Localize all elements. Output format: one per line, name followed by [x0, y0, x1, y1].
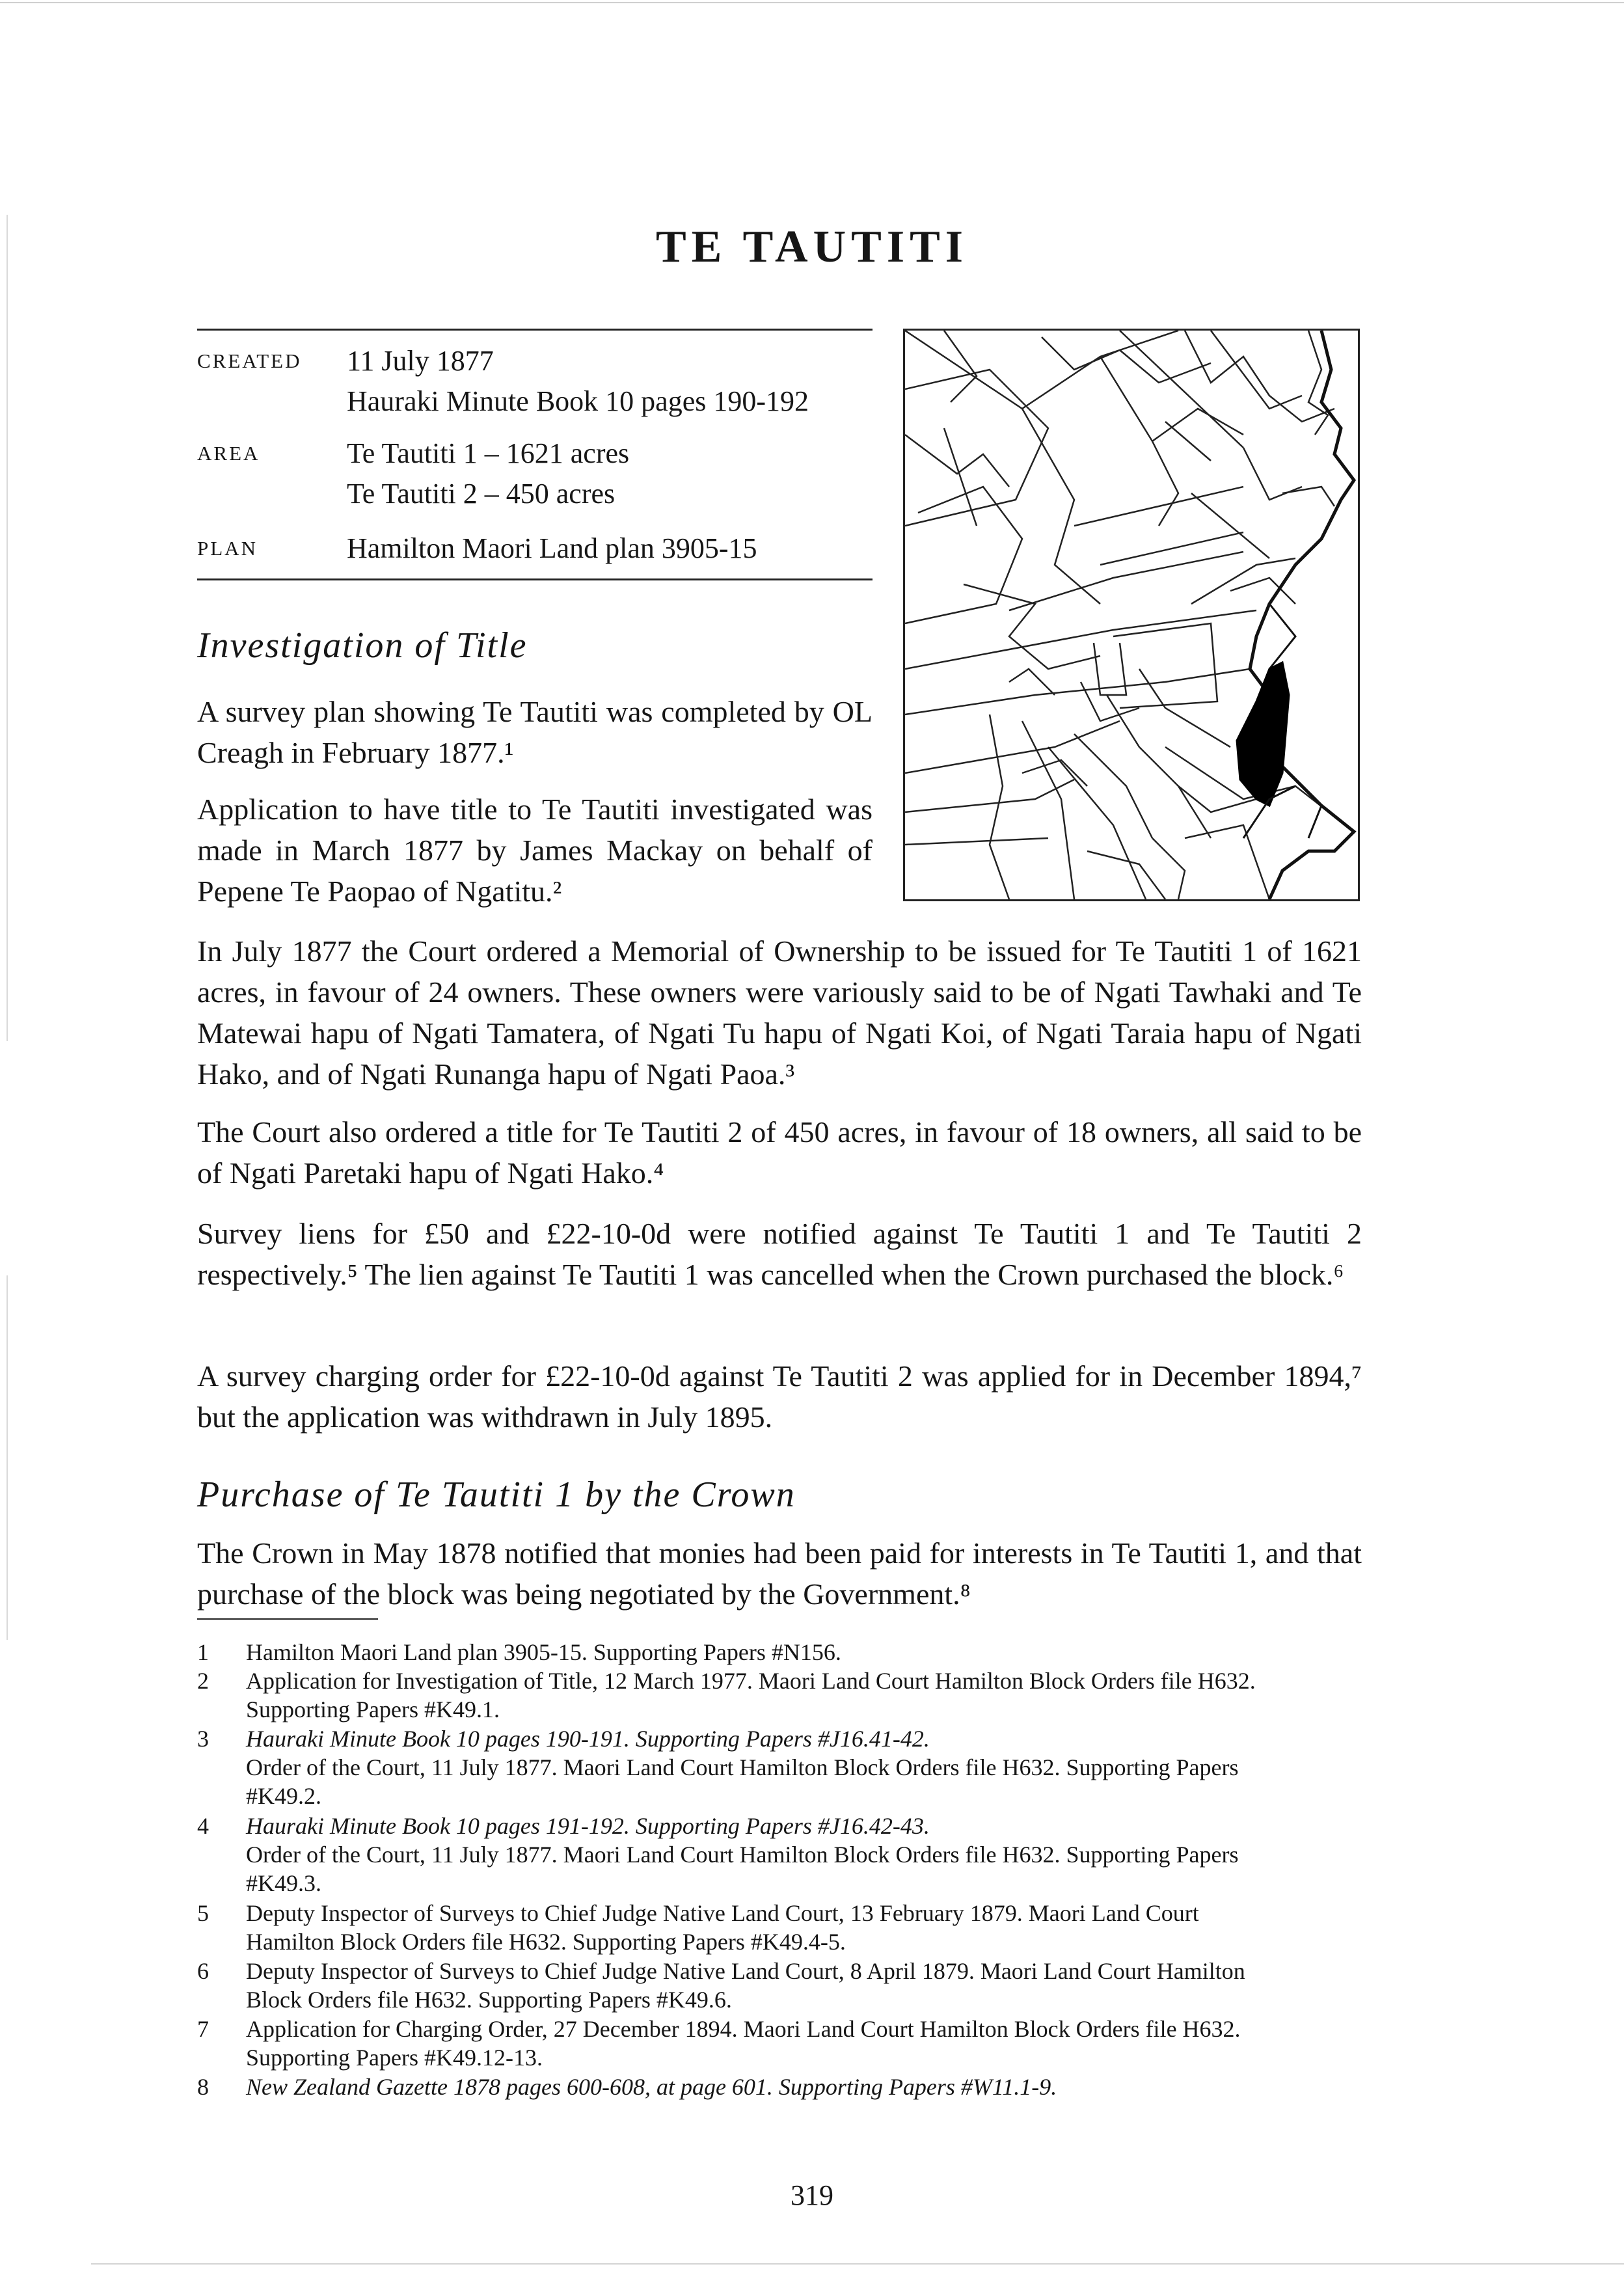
- body-paragraph: A survey plan showing Te Tautiti was completed by OL Creagh in February 1877.¹: [197, 695, 873, 769]
- section-heading: Investigation of Title: [197, 625, 528, 666]
- scan-edge-left: [7, 215, 8, 1041]
- footnote-text: Application for Investigation of Title, 12 March 1977. Maori Land Court Hamilton Block Orders file H632.: [246, 1668, 1256, 1694]
- meta-key: AREA: [197, 442, 260, 465]
- body-paragraph: A survey charging order for £22-10-0d against Te Tautiti 2 was applied for in December 1894,⁷ but the application was withdrawn in July 1895.: [197, 1359, 1362, 1434]
- meta-row-area: [197, 433, 873, 514]
- page-title: TE TAUTITI: [655, 222, 969, 272]
- footnote-text: Order of the Court, 11 July 1877. Maori Land Court Hamilton Block Orders file H632. Supporting Papers: [246, 1842, 1239, 1868]
- footnote-number: 3: [197, 1726, 209, 1752]
- meta-value: Hauraki Minute Book 10 pages 190-192: [347, 385, 809, 417]
- footnote-text: Supporting Papers #K49.12-13.: [246, 2045, 543, 2071]
- footnote-text: Hamilton Maori Land plan 3905-15. Supporting Papers #N156.: [246, 1639, 841, 1665]
- body-paragraph: Application to have title to Te Tautiti investigated was made in March 1877 by James Mackay on behalf of Pepene Te Paopao of Ngatitu.²: [197, 793, 873, 908]
- footnote-text: Deputy Inspector of Surveys to Chief Judge Native Land Court, 13 February 1879. Maori Land Court: [246, 1900, 1199, 1926]
- footnote-text: Hamilton Block Orders file H632. Supporting Papers #K49.4-5.: [246, 1929, 846, 1955]
- footnote-number: 5: [197, 1900, 209, 1926]
- footnote-text: Order of the Court, 11 July 1877. Maori Land Court Hamilton Block Orders file H632. Supporting Papers: [246, 1754, 1239, 1780]
- meta-value: Hamilton Maori Land plan 3905-15: [347, 532, 757, 564]
- block-map: [903, 329, 1360, 901]
- footnote-text: Hauraki Minute Book 10 pages 190-191. Supporting Papers #J16.41-42.: [246, 1726, 930, 1752]
- footnote-rule: [197, 1618, 378, 1620]
- meta-key: PLAN: [197, 537, 258, 560]
- meta-value: Te Tautiti 2 – 450 acres: [347, 478, 616, 510]
- footnote-text: Supporting Papers #K49.1.: [246, 1696, 500, 1722]
- page-number: 319: [791, 2179, 833, 2211]
- footnote-number: 6: [197, 1958, 209, 1984]
- footnote-number: 8: [197, 2074, 209, 2100]
- footnote-text: Hauraki Minute Book 10 pages 191-192. Supporting Papers #J16.42-43.: [246, 1813, 930, 1839]
- body-paragraph: The Court also ordered a title for Te Tautiti 2 of 450 acres, in favour of 18 owners, all said to be of Ngati Paretaki hapu of Ngati Hako.⁴: [197, 1115, 1362, 1190]
- footnote-number: 2: [197, 1668, 209, 1694]
- footnote-text: #K49.2.: [246, 1783, 321, 1809]
- scan-edge-left-lower: [7, 1275, 8, 1640]
- section-heading: Purchase of Te Tautiti 1 by the Crown: [197, 1475, 796, 1515]
- footnote-number: 1: [197, 1639, 209, 1665]
- meta-value: Te Tautiti 1 – 1621 acres: [347, 437, 630, 469]
- body-paragraph: Survey liens for £50 and £22-10-0d were notified against Te Tautiti 1 and Te Tautiti 2 respectively.⁵ The lien against Te Tautiti 1 was cancelled when the Crown purchased the block.⁶: [197, 1217, 1362, 1291]
- meta-row-plan: [197, 528, 873, 569]
- meta-value: 11 July 1877: [347, 345, 494, 377]
- meta-bottom-rule: [197, 578, 873, 580]
- meta-top-rule: [197, 329, 873, 331]
- meta-row-created: [197, 341, 873, 422]
- footnote-text: #K49.3.: [246, 1870, 321, 1896]
- footnote-text: New Zealand Gazette 1878 pages 600-608, at page 601. Supporting Papers #W11.1-9.: [246, 2074, 1057, 2100]
- block-map-drawing: [905, 331, 1358, 899]
- scan-edge-bottom: [91, 2263, 1624, 2265]
- footnote-number: 7: [197, 2016, 209, 2042]
- footnote-number: 4: [197, 1813, 209, 1839]
- footnote-text: Deputy Inspector of Surveys to Chief Judge Native Land Court, 8 April 1879. Maori Land Court Hamilton: [246, 1958, 1245, 1984]
- body-paragraph: The Crown in May 1878 notified that monies had been paid for interests in Te Tautiti 1, and that purchase of the block was being negotiated by the Government.⁸: [197, 1536, 1362, 1611]
- footnote-text: Block Orders file H632. Supporting Papers #K49.6.: [246, 1987, 732, 2013]
- footnote-text: Application for Charging Order, 27 December 1894. Maori Land Court Hamilton Block Orders file H632.: [246, 2016, 1241, 2042]
- meta-key: CREATED: [197, 349, 302, 372]
- body-paragraph: In July 1877 the Court ordered a Memorial of Ownership to be issued for Te Tautiti 1 of 1621 acres, in favour of 24 owners. These owners were variously said to be of Ngati Tawhaki and Te Matewai hapu of Ngati Tamatera, of Ngati Tu hapu of Ngati Koi, of Ngati Taraia hapu of Ngati Hako, and of Ngati Runanga hapu of Ngati Paoa.³: [197, 934, 1362, 1091]
- scan-edge-top: [0, 2, 1624, 3]
